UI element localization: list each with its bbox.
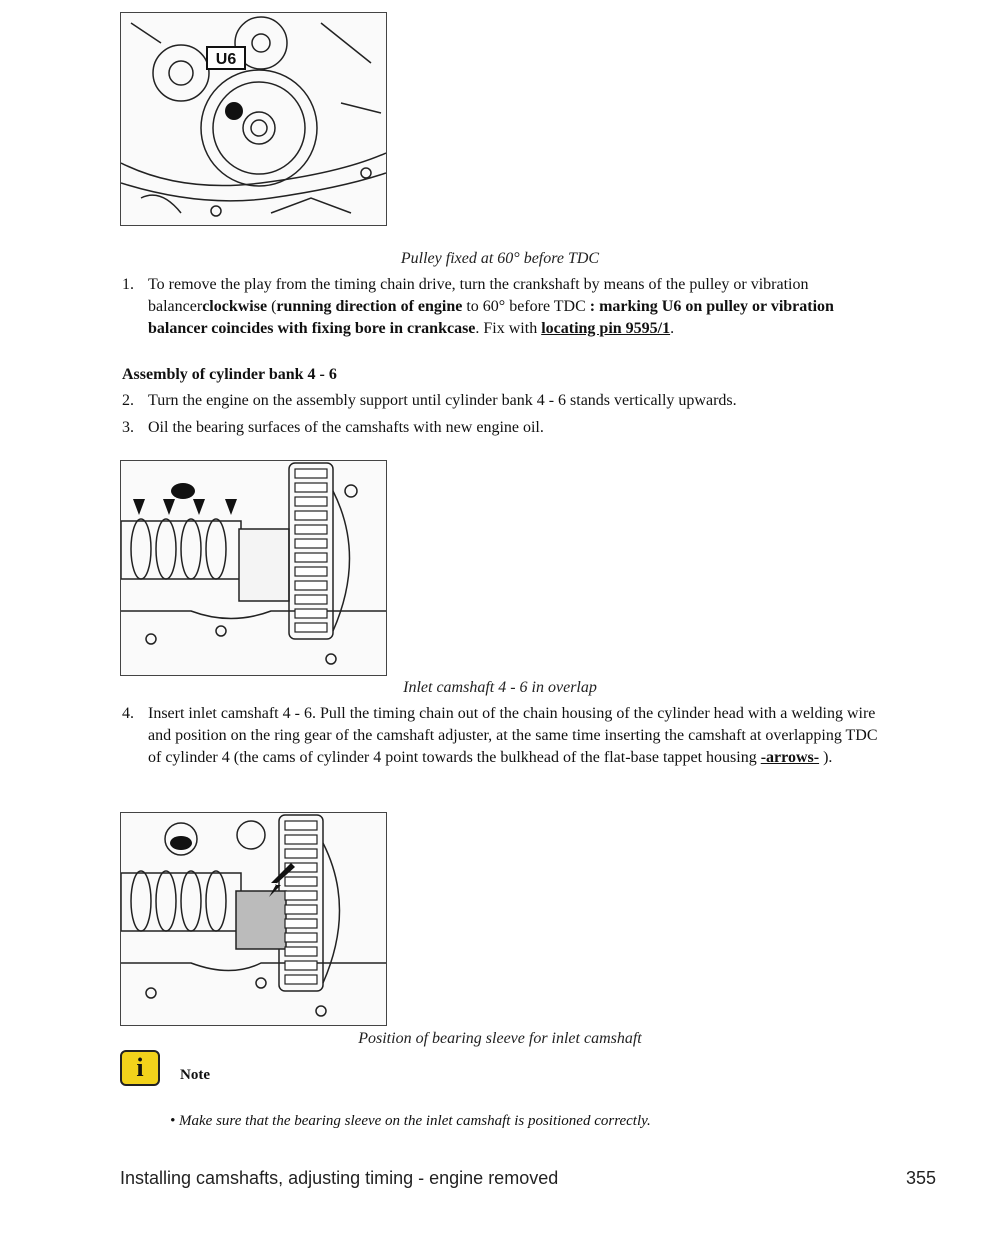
step-2-text: Turn the engine on the assembly support until cylinder bank 4 - 6 stands vertically upwards.: [148, 392, 737, 409]
camshaft-overlap-drawing: [121, 461, 386, 675]
step-1: [122, 274, 882, 340]
step-3-text: Oil the bearing surfaces of the camshafts with new engine oil.: [148, 419, 544, 436]
bullet-icon: •: [170, 1113, 176, 1129]
pulley-caption: Pulley fixed at 60° before TDC: [400, 250, 600, 267]
bearing-sleeve-illustration: [120, 812, 387, 1026]
pulley-illustration: [120, 12, 387, 226]
step-3: [122, 417, 882, 439]
arrows-link[interactable]: -arrows-: [760, 749, 820, 766]
pulley-drawing: [121, 13, 386, 225]
step-1-text: To remove the play from the timing chain drive, turn the crankshaft by means of the pulley or vibration balancerclockwise (running direction of engine to 60° before TDC : marking U6 on pulley or vibration balancer coincides with fixing bore in crankcase. Fix with locating pin 9595/1.: [148, 276, 834, 337]
u6-marking-label: U6: [215, 51, 237, 68]
footer-title: Installing camshafts, adjusting timing - engine removed: [120, 1168, 559, 1188]
page-number: 355: [906, 1168, 937, 1188]
info-icon: i: [120, 1050, 160, 1086]
step-2: [122, 390, 882, 412]
camshaft-overlap-illustration: [120, 460, 387, 676]
note-label: Note: [180, 1067, 210, 1083]
step-1-number: 1.: [122, 276, 134, 293]
step-4-number: 4.: [122, 705, 134, 722]
note-item: • Make sure that the bearing sleeve on the inlet camshaft is positioned correctly.: [170, 1113, 651, 1129]
locating-pin-link[interactable]: locating pin 9595/1: [541, 320, 671, 337]
step-2-number: 2.: [122, 392, 134, 409]
step-3-number: 3.: [122, 419, 134, 436]
sleeve-caption: Position of bearing sleeve for inlet camshaft: [358, 1030, 642, 1047]
overlap-caption: Inlet camshaft 4 - 6 in overlap: [403, 679, 597, 696]
step-4: [122, 703, 882, 769]
bearing-sleeve-drawing: [121, 813, 386, 1025]
step-4-text: Insert inlet camshaft 4 - 6. Pull the timing chain out of the chain housing of the cylinder head with a welding wire and position on the ring gear of the camshaft adjuster, at the same time inserting the camshaft at overlapping TDC of cylinder 4 (the cams of cylinder 4 point towards the bulkhead of the flat-base tappet housing -arrows- ).: [148, 705, 878, 766]
section-heading: Assembly of cylinder bank 4 - 6: [122, 366, 337, 383]
